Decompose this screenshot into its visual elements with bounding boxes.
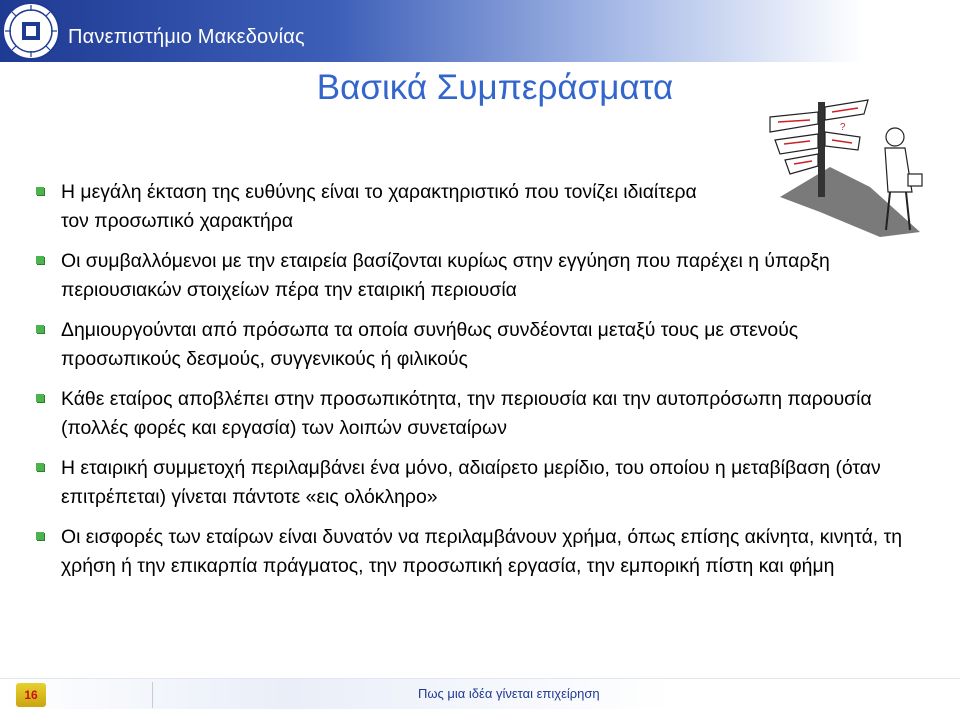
bullet-item [36, 316, 906, 373]
bullet-square-icon [36, 256, 44, 264]
bullet-square-icon [36, 325, 44, 333]
svg-text:?: ? [840, 122, 846, 133]
university-name: Πανεπιστήμιο Μακεδονίας [68, 26, 305, 48]
bullet-square-icon [36, 463, 44, 471]
footer-title: Πως μια ιδέα γίνεται επιχείρηση [418, 686, 600, 701]
university-seal-icon [0, 0, 62, 62]
page-number: 16 [16, 683, 46, 707]
bullet-square-icon [36, 394, 44, 402]
footer-divider [152, 682, 153, 708]
bullet-square-icon [36, 532, 44, 540]
slide-header [0, 0, 960, 62]
bullet-item [36, 454, 906, 511]
bullet-item [36, 247, 906, 304]
bullet-text: Η μεγάλη έκταση της ευθύνης είναι το χαρακτηριστικό που τονίζει ιδιαίτερα τον προσωπικό χαρακτήρα [61, 181, 697, 232]
bullet-text: Κάθε εταίρος αποβλέπει στην προσωπικότητα, την περιουσία και την αυτοπρόσωπη παρουσία (πολλές φορές και εργασία) των λοιπών συνεταίρων [61, 388, 872, 439]
bullet-item [36, 178, 721, 235]
bullet-text: Οι εισφορές των εταίρων είναι δυνατόν να περιλαμβάνουν χρήμα, όπως επίσης ακίνητα, κινητά, τη χρήση ή την επικαρπία πράγματος, την προσωπική εργασία, την εμπορική πίστη και φήμη [61, 526, 903, 577]
bullet-text: Δημιουργούνται από πρόσωπα τα οποία συνήθως συνδέονται μεταξύ τους με στενούς προσωπικούς δεσμούς, συγγενικούς ή φιλικούς [61, 319, 799, 370]
bullet-square-icon [36, 187, 44, 195]
bullet-item [36, 523, 906, 580]
bullet-list [36, 178, 906, 592]
bullet-item [36, 385, 906, 442]
bullet-text: Οι συμβαλλόμενοι με την εταιρεία βασίζονται κυρίως στην εγγύηση που παρέχει η ύπαρξη περιουσιακών στοιχείων πέρα την εταιρική περιουσία [61, 250, 830, 301]
bullet-text: Η εταιρική συμμετοχή περιλαμβάνει ένα μόνο, αδιαίρετο μερίδιο, του οποίου η μεταβίβαση (όταν επιτρέπεται) γίνεται πάντοτε «εις ολόκληρο» [61, 457, 881, 508]
slide-title-text: Βασικά Συμπεράσματα [316, 68, 674, 107]
